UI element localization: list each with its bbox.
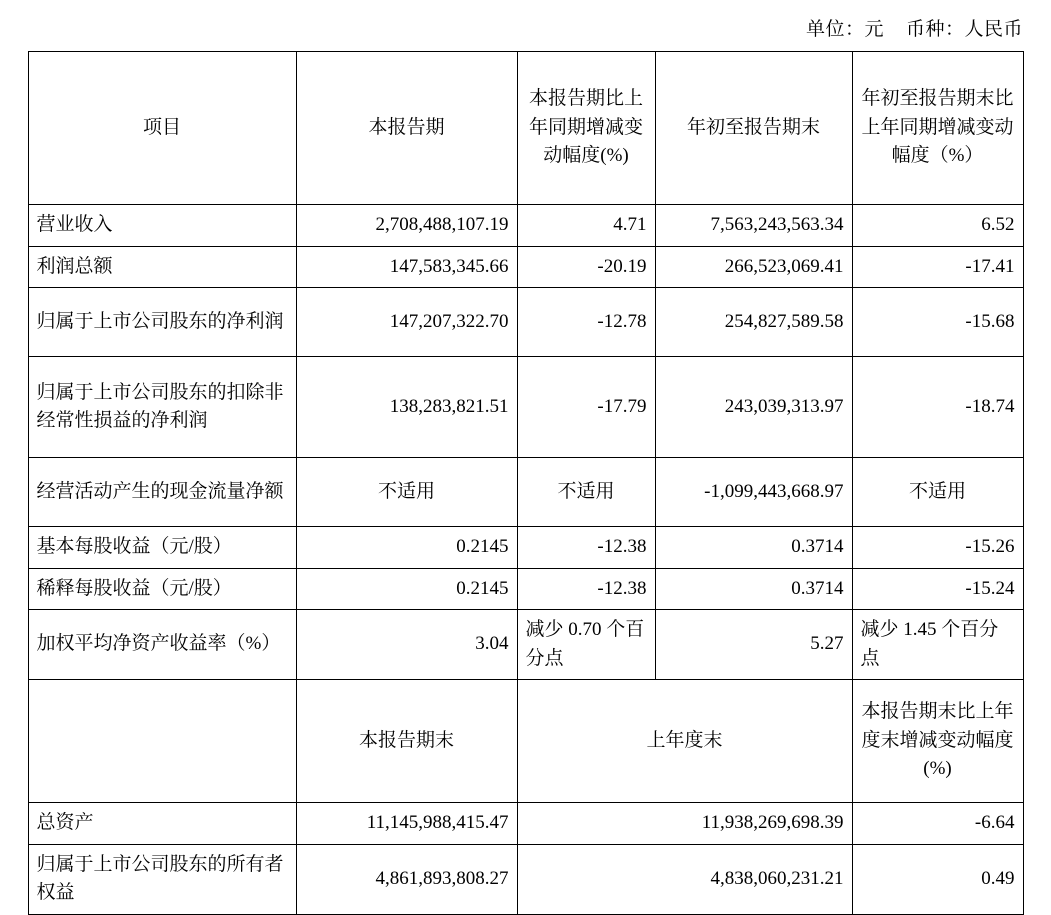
row-current-period: 不适用 [296, 458, 517, 527]
row-label: 总资产 [28, 803, 296, 845]
row-current-change: -20.19 [517, 246, 655, 288]
row-current-change: 减少 0.70 个百分点 [517, 610, 655, 680]
row-current-change: -12.38 [517, 568, 655, 610]
row-current-change: 不适用 [517, 458, 655, 527]
row-label: 归属于上市公司股东的净利润 [28, 288, 296, 357]
row-label: 经营活动产生的现金流量净额 [28, 458, 296, 527]
column-header-ytd: 年初至报告期末 [655, 52, 852, 205]
row-ytd-change: 减少 1.45 个百分点 [852, 610, 1023, 680]
row-ytd: 254,827,589.58 [655, 288, 852, 357]
row-label: 稀释每股收益（元/股） [28, 568, 296, 610]
row-ytd: -1,099,443,668.97 [655, 458, 852, 527]
second-header-period-end: 本报告期末 [296, 680, 517, 803]
table-header-row [28, 52, 1023, 205]
row-current-period: 147,207,322.70 [296, 288, 517, 357]
table-row [28, 357, 1023, 458]
table-second-header-row [28, 680, 1023, 803]
row-current-period: 2,708,488,107.19 [296, 205, 517, 247]
column-header-ytd-change: 年初至报告期末比上年同期增减变动幅度（%） [852, 52, 1023, 205]
table-row [28, 568, 1023, 610]
row-label: 归属于上市公司股东的扣除非经常性损益的净利润 [28, 357, 296, 458]
table-row [28, 458, 1023, 527]
row-current-period: 147,583,345.66 [296, 246, 517, 288]
row-period-end: 11,145,988,415.47 [296, 803, 517, 845]
table-row [28, 246, 1023, 288]
second-header-last-year-end: 上年度末 [517, 680, 852, 803]
row-current-period: 0.2145 [296, 568, 517, 610]
unit-label: 单位：元 [805, 19, 884, 40]
table-row [28, 844, 1023, 914]
unit-currency-note [0, 0, 1051, 51]
row-ytd-change: -17.41 [852, 246, 1023, 288]
row-ytd-change: -15.68 [852, 288, 1023, 357]
second-header-item [28, 680, 296, 803]
row-current-change: -12.78 [517, 288, 655, 357]
row-ytd: 5.27 [655, 610, 852, 680]
row-label: 基本每股收益（元/股） [28, 527, 296, 569]
row-ytd: 243,039,313.97 [655, 357, 852, 458]
row-ytd-change: 6.52 [852, 205, 1023, 247]
column-header-current-change: 本报告期比上年同期增减变动幅度(%) [517, 52, 655, 205]
second-header-change: 本报告期末比上年度末增减变动幅度(%) [852, 680, 1023, 803]
row-ytd: 7,563,243,563.34 [655, 205, 852, 247]
row-current-period: 0.2145 [296, 527, 517, 569]
currency-label: 币种：人民币 [905, 19, 1023, 40]
row-current-change: -17.79 [517, 357, 655, 458]
table-row [28, 288, 1023, 357]
row-label: 利润总额 [28, 246, 296, 288]
row-ytd-change: -18.74 [852, 357, 1023, 458]
row-current-change: 4.71 [517, 205, 655, 247]
table-row [28, 205, 1023, 247]
row-last-year-end: 4,838,060,231.21 [517, 844, 852, 914]
table-row [28, 527, 1023, 569]
table-row [28, 803, 1023, 845]
row-change: -6.64 [852, 803, 1023, 845]
row-label: 归属于上市公司股东的所有者权益 [28, 844, 296, 914]
row-ytd-change: -15.26 [852, 527, 1023, 569]
row-ytd: 0.3714 [655, 568, 852, 610]
row-ytd: 0.3714 [655, 527, 852, 569]
row-current-change: -12.38 [517, 527, 655, 569]
row-label: 营业收入 [28, 205, 296, 247]
row-ytd-change: 不适用 [852, 458, 1023, 527]
row-ytd-change: -15.24 [852, 568, 1023, 610]
table-row [28, 610, 1023, 680]
financial-summary-table [28, 51, 1024, 915]
row-current-period: 3.04 [296, 610, 517, 680]
row-change: 0.49 [852, 844, 1023, 914]
column-header-item: 项目 [28, 52, 296, 205]
row-period-end: 4,861,893,808.27 [296, 844, 517, 914]
column-header-current-period: 本报告期 [296, 52, 517, 205]
row-label: 加权平均净资产收益率（%） [28, 610, 296, 680]
row-last-year-end: 11,938,269,698.39 [517, 803, 852, 845]
row-ytd: 266,523,069.41 [655, 246, 852, 288]
row-current-period: 138,283,821.51 [296, 357, 517, 458]
